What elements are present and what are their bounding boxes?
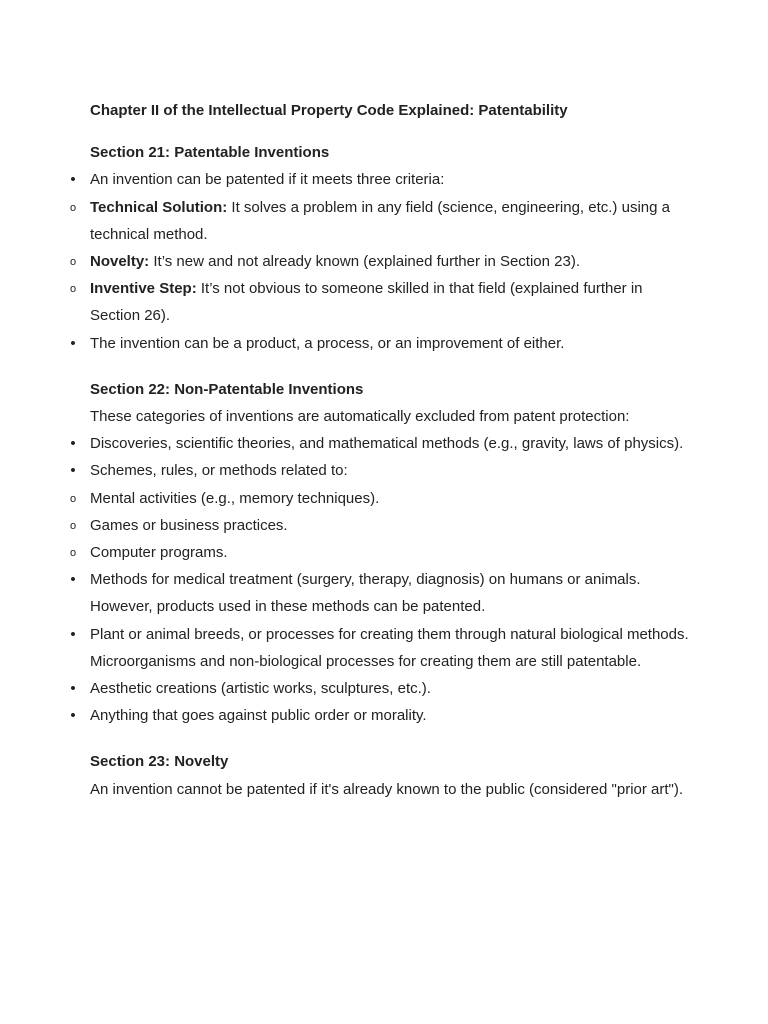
- list-item: [69, 275, 690, 329]
- item-text: Anything that goes against public order or morality.: [90, 707, 427, 725]
- item-text: An invention can be patented if it meets three criteria:: [90, 171, 445, 189]
- section-23-paragraph: An invention cannot be patented if it's already known to the public (considered "prior art").: [90, 780, 684, 798]
- section-22-intro: These categories of inventions are automatically excluded from patent protection:: [90, 408, 630, 426]
- list-item: [69, 248, 690, 275]
- bullet-marker: •: [70, 680, 76, 698]
- item-text: It’s not obvious to someone skilled in that field (explained further in Section 26).: [90, 280, 643, 325]
- sub-bullet-marker: o: [69, 519, 77, 532]
- item-text: It’s new and not already known (explained further in Section 23).: [149, 253, 580, 271]
- bullet-marker: •: [70, 435, 76, 453]
- list-item: [70, 430, 690, 457]
- item-text: Aesthetic creations (artistic works, sculptures, etc.).: [90, 680, 431, 698]
- item-term: Technical Solution:: [90, 198, 228, 216]
- list-item: [69, 512, 690, 539]
- item-text: Discoveries, scientific theories, and mathematical methods (e.g., gravity, laws of physics).: [90, 435, 684, 453]
- list-item: [70, 330, 690, 357]
- item-text: The invention can be a product, a process, or an improvement of either.: [90, 334, 565, 352]
- bullet-marker: •: [70, 171, 76, 189]
- list-item: [70, 702, 690, 729]
- item-text: Schemes, rules, or methods related to:: [90, 462, 348, 480]
- list-item: [70, 675, 690, 702]
- list-item: [70, 457, 690, 484]
- item-text: Methods for medical treatment (surgery, therapy, diagnosis) on humans or animals. However, products used in these methods can be patented.: [90, 571, 641, 616]
- bullet-marker: •: [70, 625, 76, 643]
- document-content: [69, 97, 690, 803]
- section-22-list: [69, 430, 690, 729]
- section-21-heading: Section 21: Patentable Inventions: [90, 144, 330, 162]
- list-item: [69, 485, 690, 512]
- bullet-marker: •: [70, 334, 76, 352]
- section-23-heading: Section 23: Novelty: [90, 753, 229, 771]
- bullet-marker: •: [70, 571, 76, 589]
- list-item: [69, 194, 690, 248]
- section-spacer: [90, 357, 690, 376]
- item-text: Games or business practices.: [90, 516, 288, 534]
- list-item: [69, 539, 690, 566]
- item-text: Plant or animal breeds, or processes for creating them through natural biological methods. Microorganisms and non-biological processes for creating them are still patentable.: [90, 625, 689, 670]
- item-text: Computer programs.: [90, 544, 228, 562]
- sub-bullet-marker: o: [69, 283, 77, 296]
- list-item: [70, 566, 690, 620]
- sub-bullet-marker: o: [69, 201, 77, 214]
- item-term: Inventive Step:: [90, 280, 197, 298]
- document-title: Chapter II of the Intellectual Property Code Explained: Patentability: [90, 102, 568, 119]
- section-21-list: [69, 166, 690, 356]
- bullet-marker: •: [70, 707, 76, 725]
- sub-bullet-marker: o: [69, 547, 77, 560]
- bullet-marker: •: [70, 462, 76, 480]
- sub-bullet-marker: o: [69, 492, 77, 505]
- section-spacer: [90, 729, 690, 748]
- item-text: Mental activities (e.g., memory techniques).: [90, 489, 380, 507]
- item-text: It solves a problem in any field (science, engineering, etc.) using a technical method.: [90, 198, 670, 243]
- sub-bullet-marker: o: [69, 256, 77, 269]
- item-term: Novelty:: [90, 253, 150, 271]
- list-item: [70, 166, 690, 193]
- list-item: [70, 621, 690, 675]
- section-22-heading: Section 22: Non-Patentable Inventions: [90, 380, 364, 398]
